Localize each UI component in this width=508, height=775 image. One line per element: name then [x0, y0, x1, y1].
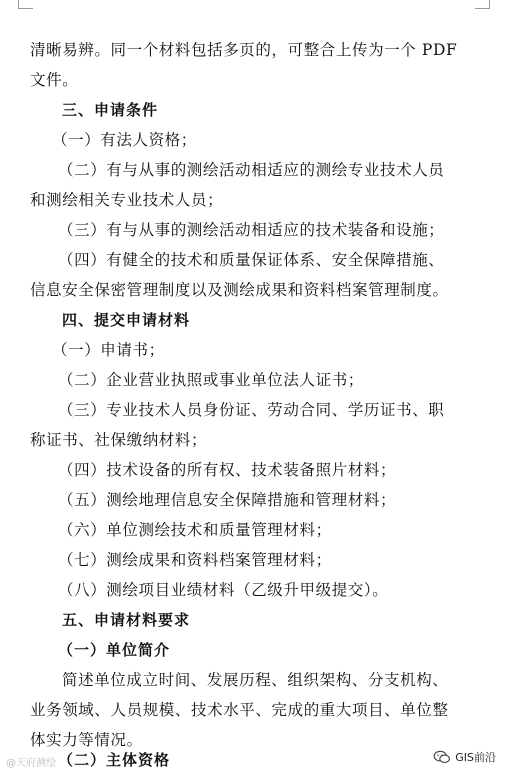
list-item: （一）有法人资格；	[52, 131, 197, 149]
list-item: （二）企业营业执照或事业单位法人证书；	[58, 371, 364, 389]
body-line: 简述单位成立时间、发展历程、组织架构、分支机构、	[62, 671, 449, 689]
watermark-text: @天府测绘	[6, 758, 56, 769]
list-item: （三）专业技术人员身份证、劳动合同、学历证书、职	[58, 401, 445, 419]
body-line: 信息安全保密管理制度以及测绘成果和资料档案管理制度。	[30, 281, 449, 299]
list-item: （六）单位测绘技术和质量管理材料；	[58, 521, 332, 539]
list-item: （一）申请书；	[52, 341, 165, 359]
body-line: 和测绘相关专业技术人员；	[30, 191, 224, 209]
list-item: （七）测绘成果和资料档案管理材料；	[58, 551, 332, 569]
list-item: （二）有与从事的测绘活动相适应的测绘专业技术人员	[58, 161, 445, 179]
brand-label: GIS前沿	[455, 751, 496, 764]
section-heading: 五、申请材料要求	[62, 611, 191, 629]
body-line: 称证书、社保缴纳材料；	[30, 431, 208, 449]
list-item: （五）测绘地理信息安全保障措施和管理材料；	[58, 491, 397, 509]
subsection-heading: （一）单位简介	[58, 641, 171, 659]
subsection-heading: （二）主体资格	[58, 751, 171, 769]
list-item: （八）测绘项目业绩材料（乙级升甲级提交）。	[58, 581, 389, 599]
brand-badge	[433, 749, 496, 765]
wechat-icon	[433, 750, 451, 764]
section-heading: 三、申请条件	[62, 101, 159, 119]
list-item: （四）有健全的技术和质量保证体系、安全保障措施、	[58, 251, 445, 269]
body-line: 体实力等情况。	[30, 731, 143, 749]
list-item: （四）技术设备的所有权、技术装备照片材料；	[58, 461, 397, 479]
body-line: 清晰易辨。同一个材料包括多页的，可整合上传为一个 PDF	[30, 41, 458, 59]
body-line: 文件。	[30, 71, 79, 89]
section-heading: 四、提交申请材料	[62, 311, 191, 329]
list-item: （三）有与从事的测绘活动相适应的技术装备和设施；	[58, 221, 445, 239]
body-line: 业务领域、人员规模、技术水平、完成的重大项目、单位整	[30, 701, 449, 719]
